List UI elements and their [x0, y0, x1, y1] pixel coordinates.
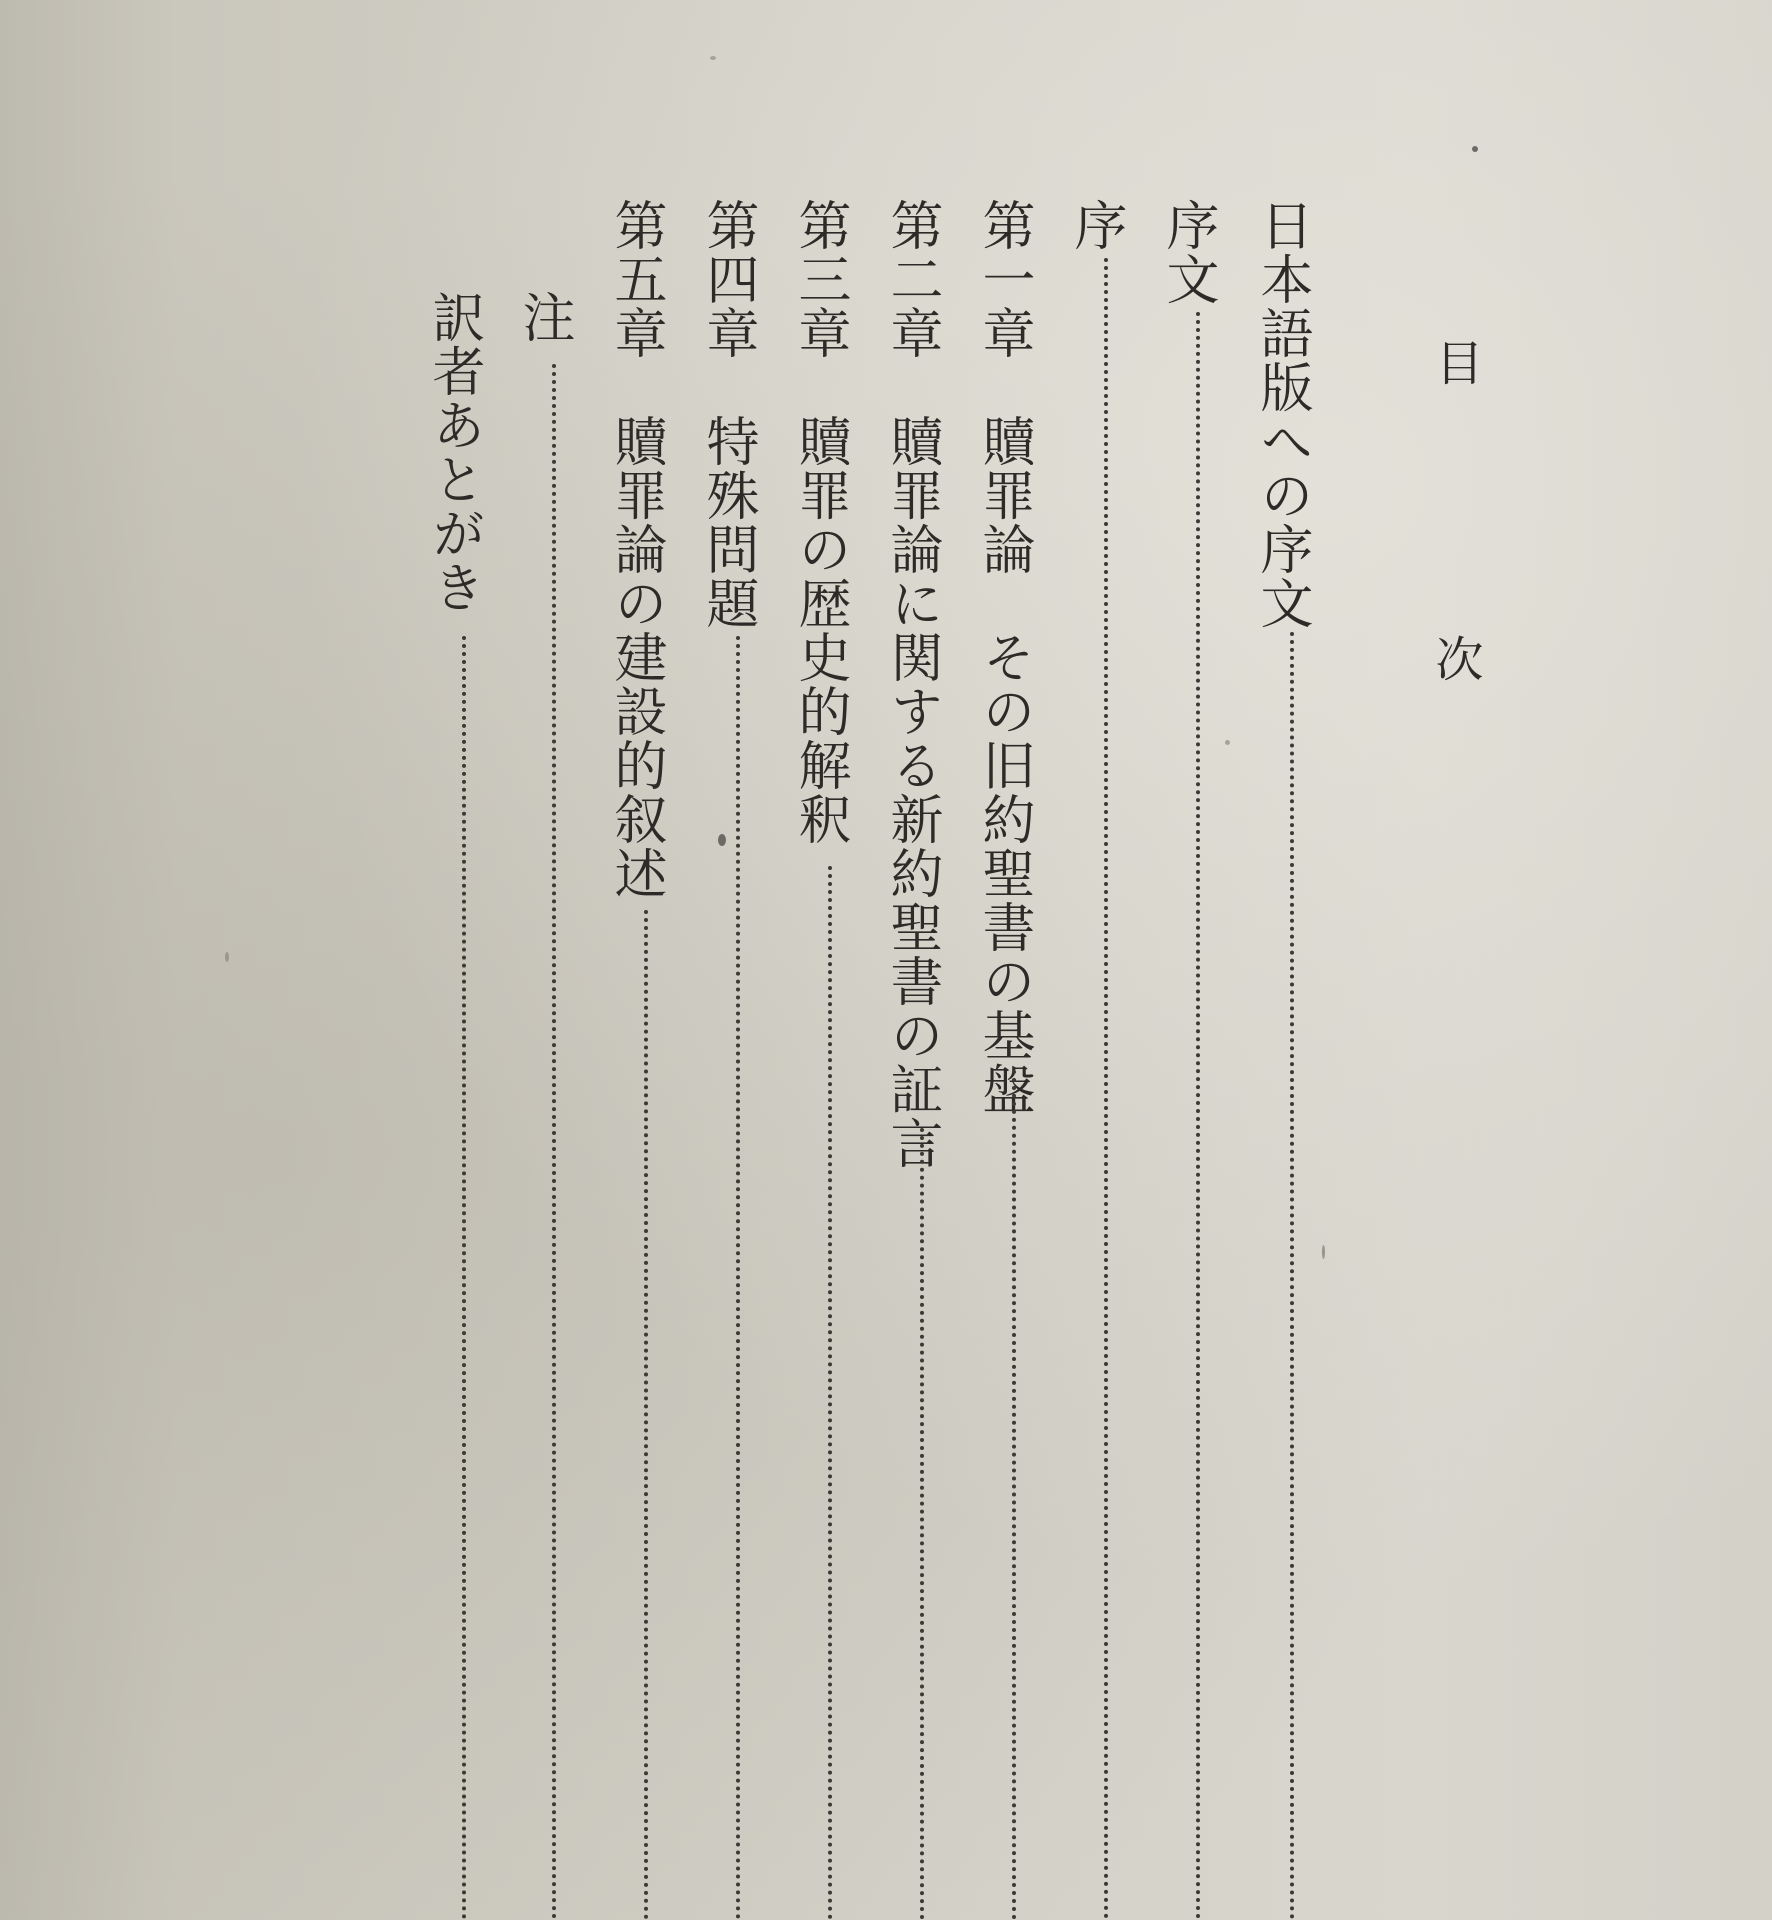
toc-entry-chapter-1: 第一章 贖罪論 その旧約聖書の基盤 — [974, 198, 1035, 1116]
paper-speck — [718, 834, 726, 846]
toc-leader-dots — [644, 910, 648, 1920]
paper-speck — [1225, 740, 1230, 745]
toc-entry-preface: 序文 — [1158, 198, 1219, 306]
paper-speck — [710, 56, 716, 60]
toc-entry-chapter-4: 第四章 特殊問題 — [698, 198, 759, 630]
toc-entry-notes: 注 — [514, 290, 575, 344]
toc-entry-translator-afterword: 訳者あとがき — [424, 290, 485, 614]
paper-speck — [1472, 146, 1478, 152]
paper-speck — [225, 952, 229, 962]
toc-entry-chapter-2: 第二章 贖罪論に関する新約聖書の証言 — [882, 198, 943, 1170]
toc-leader-dots — [462, 636, 466, 1920]
toc-leader-dots — [1012, 1070, 1016, 1920]
paper-speck — [1322, 1245, 1325, 1259]
toc-title: 目 次 — [1427, 338, 1483, 782]
toc-leader-dots — [552, 364, 556, 1920]
toc-leader-dots — [1196, 312, 1200, 1920]
toc-entry-chapter-3: 第三章 贖罪の歴史的解釈 — [790, 198, 851, 846]
toc-entry-introduction: 序 — [1066, 198, 1127, 252]
toc-leader-dots — [1290, 632, 1294, 1920]
toc-leader-dots — [828, 866, 832, 1920]
toc-leader-dots — [736, 636, 740, 1920]
toc-entry-japanese-preface: 日本語版への序文 — [1252, 198, 1313, 630]
toc-entry-chapter-5: 第五章 贖罪論の建設的叙述 — [606, 198, 667, 900]
toc-leader-dots — [920, 1128, 924, 1920]
toc-leader-dots — [1104, 258, 1108, 1920]
